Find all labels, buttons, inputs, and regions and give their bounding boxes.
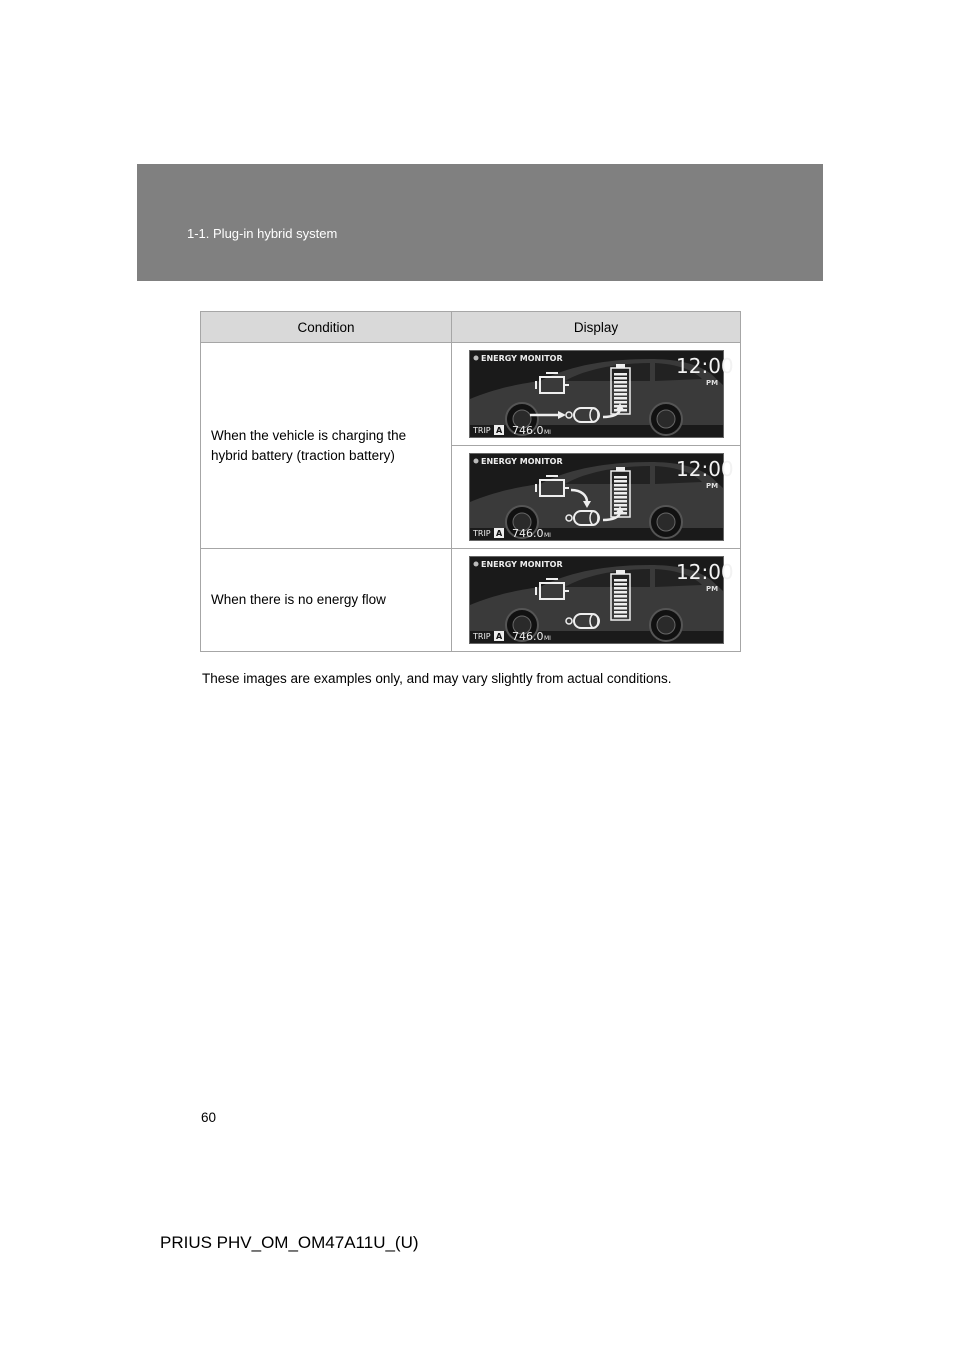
clock-ampm: PM: [705, 585, 718, 593]
header-band: [137, 164, 823, 281]
monitor-title: ENERGY MONITOR: [480, 560, 563, 569]
document-code: PRIUS PHV_OM_OM47A11U_(U): [160, 1233, 419, 1252]
wheel-hub: [657, 410, 675, 428]
energy-monitor-screen: [470, 557, 734, 643]
wheel-hub: [657, 616, 675, 634]
condition-cell: When the vehicle is charging the hybrid battery (traction battery): [201, 343, 452, 549]
note-text: These images are examples only, and may vary slightly from actual conditions.: [202, 671, 672, 686]
display-cell: [452, 446, 741, 549]
trip-letter: A: [495, 632, 502, 641]
wheel-hub: [657, 513, 675, 531]
trip-value: 746.0: [511, 630, 543, 643]
column-header-condition: Condition: [201, 312, 452, 343]
trip-unit: MI: [543, 532, 551, 539]
trip-label: TRIP: [472, 529, 491, 538]
bullet-icon: [473, 562, 478, 567]
trip-label: TRIP: [472, 632, 491, 641]
column-header-display: Display: [452, 312, 741, 343]
display-cell: [452, 343, 741, 446]
energy-monitor-image: [469, 453, 734, 541]
trip-letter: A: [495, 426, 502, 435]
section-title: 1-1. Plug-in hybrid system: [187, 226, 338, 241]
energy-monitor-image: [469, 350, 734, 438]
condition-cell: When there is no energy flow: [201, 549, 452, 652]
condition-table: [200, 311, 741, 652]
bullet-icon: [473, 459, 478, 464]
page-number: 60: [201, 1110, 217, 1125]
clock-time: 12:00: [675, 354, 734, 378]
monitor-title: ENERGY MONITOR: [480, 457, 563, 466]
monitor-title: ENERGY MONITOR: [480, 354, 563, 363]
clock-ampm: PM: [705, 482, 718, 490]
clock-time: 12:00: [675, 560, 734, 584]
trip-label: TRIP: [472, 426, 491, 435]
energy-monitor-screen: [470, 454, 734, 540]
clock-time: 12:00: [675, 457, 734, 481]
table-row: [201, 343, 741, 446]
energy-monitor-image: [469, 556, 734, 644]
display-cell: [452, 549, 741, 652]
trip-unit: MI: [543, 429, 551, 436]
energy-monitor-screen: [470, 351, 734, 437]
trip-value: 746.0: [511, 424, 543, 437]
clock-ampm: PM: [705, 379, 718, 387]
trip-letter: A: [495, 529, 502, 538]
trip-unit: MI: [543, 635, 551, 642]
trip-value: 746.0: [511, 527, 543, 540]
table-row: [201, 549, 741, 652]
bullet-icon: [473, 356, 478, 361]
table-header-row: [201, 312, 741, 343]
